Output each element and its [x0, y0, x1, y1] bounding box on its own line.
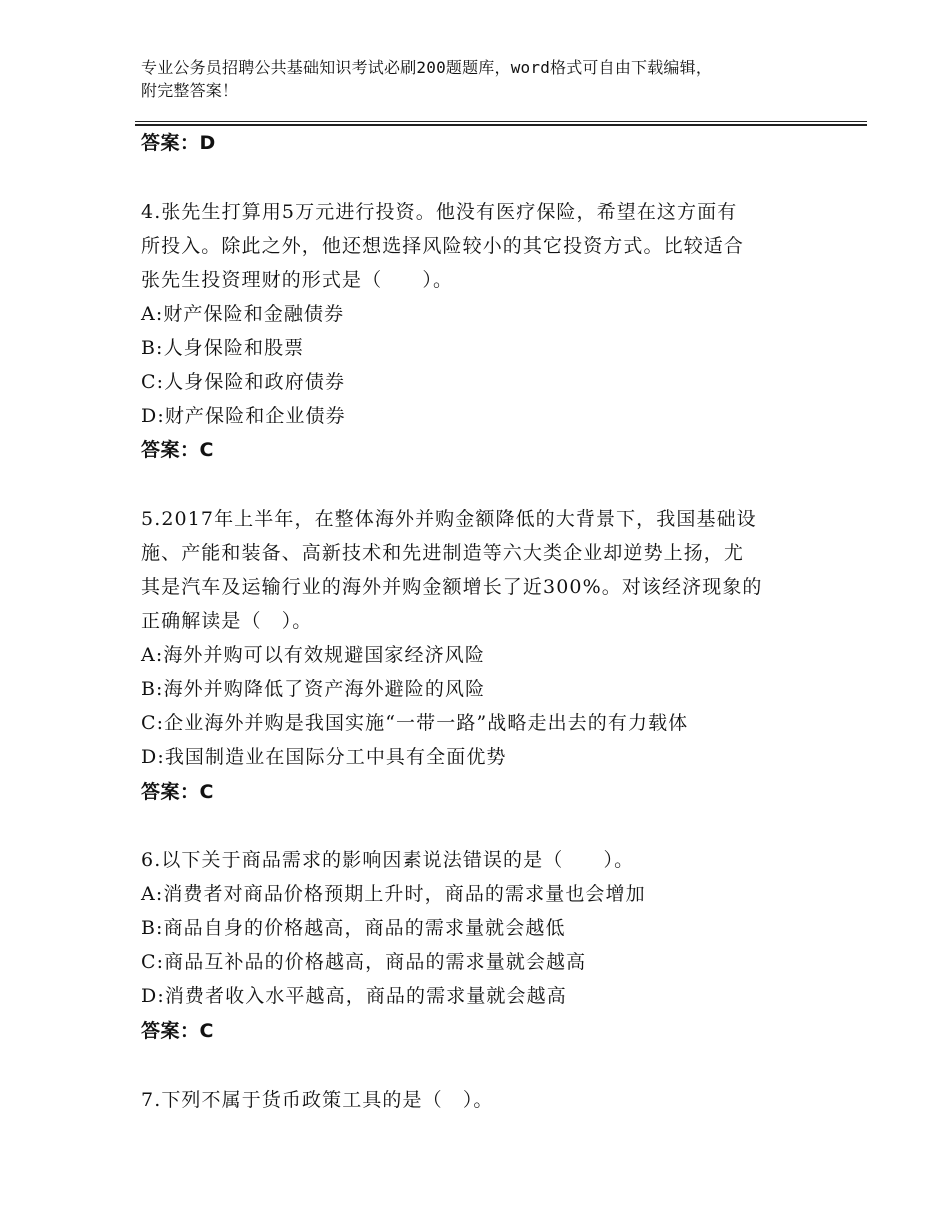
previous-answer: 答案：D	[141, 132, 216, 154]
option-c: C:企业海外并购是我国实施“一带一路”战略走出去的有力载体	[141, 712, 689, 734]
question-stem-line: 所投入。除此之外，他还想选择风险较小的其它投资方式。比较适合	[141, 235, 745, 257]
answer: 答案：C	[141, 1020, 214, 1042]
header-divider-thin	[135, 121, 867, 122]
answer: 答案：C	[141, 781, 214, 803]
question-stem-line: 张先生投资理财的形式是（ ）。	[141, 269, 454, 291]
option-a: A:海外并购可以有效规避国家经济风险	[141, 644, 485, 666]
option-c: C:人身保险和政府债券	[141, 371, 346, 393]
option-a: A:消费者对商品价格预期上升时，商品的需求量也会增加	[141, 883, 646, 905]
question-stem-line: 7.下列不属于货币政策工具的是（ ）。	[141, 1089, 494, 1111]
question-stem-line: 施、产能和装备、高新技术和先进制造等六大类企业却逆势上扬，尤	[141, 542, 745, 564]
option-b: B:商品自身的价格越高，商品的需求量就会越低	[141, 917, 566, 939]
question-stem-line: 正确解读是（ ）。	[141, 610, 313, 632]
page-header	[141, 56, 821, 102]
question-stem-line: 4.张先生打算用5万元进行投资。他没有医疗保险，希望在这方面有	[141, 201, 738, 223]
option-b: B:海外并购降低了资产海外避险的风险	[141, 678, 486, 700]
option-a: A:财产保险和金融债券	[141, 303, 345, 325]
header-divider-thick	[135, 124, 867, 126]
question-stem-line: 5.2017年上半年，在整体海外并购金额降低的大背景下，我国基础设	[141, 508, 757, 530]
option-b: B:人身保险和股票	[141, 337, 305, 359]
question-stem-line: 其是汽车及运输行业的海外并购金额增长了近300%。对该经济现象的	[141, 576, 763, 598]
answer: 答案：C	[141, 439, 214, 461]
option-c: C:商品互补品的价格越高，商品的需求量就会越高	[141, 951, 587, 973]
option-d: D:我国制造业在国际分工中具有全面优势	[141, 746, 507, 768]
question-stem-line: 6.以下关于商品需求的影响因素说法错误的是（ ）。	[141, 849, 635, 871]
header-line-2: 附完整答案！	[141, 81, 239, 100]
option-d: D:财产保险和企业债券	[141, 405, 346, 427]
header-line-1: 专业公务员招聘公共基础知识考试必刷200题题库，word格式可自由下载编辑，	[141, 58, 713, 77]
option-d: D:消费者收入水平越高，商品的需求量就会越高	[141, 985, 567, 1007]
